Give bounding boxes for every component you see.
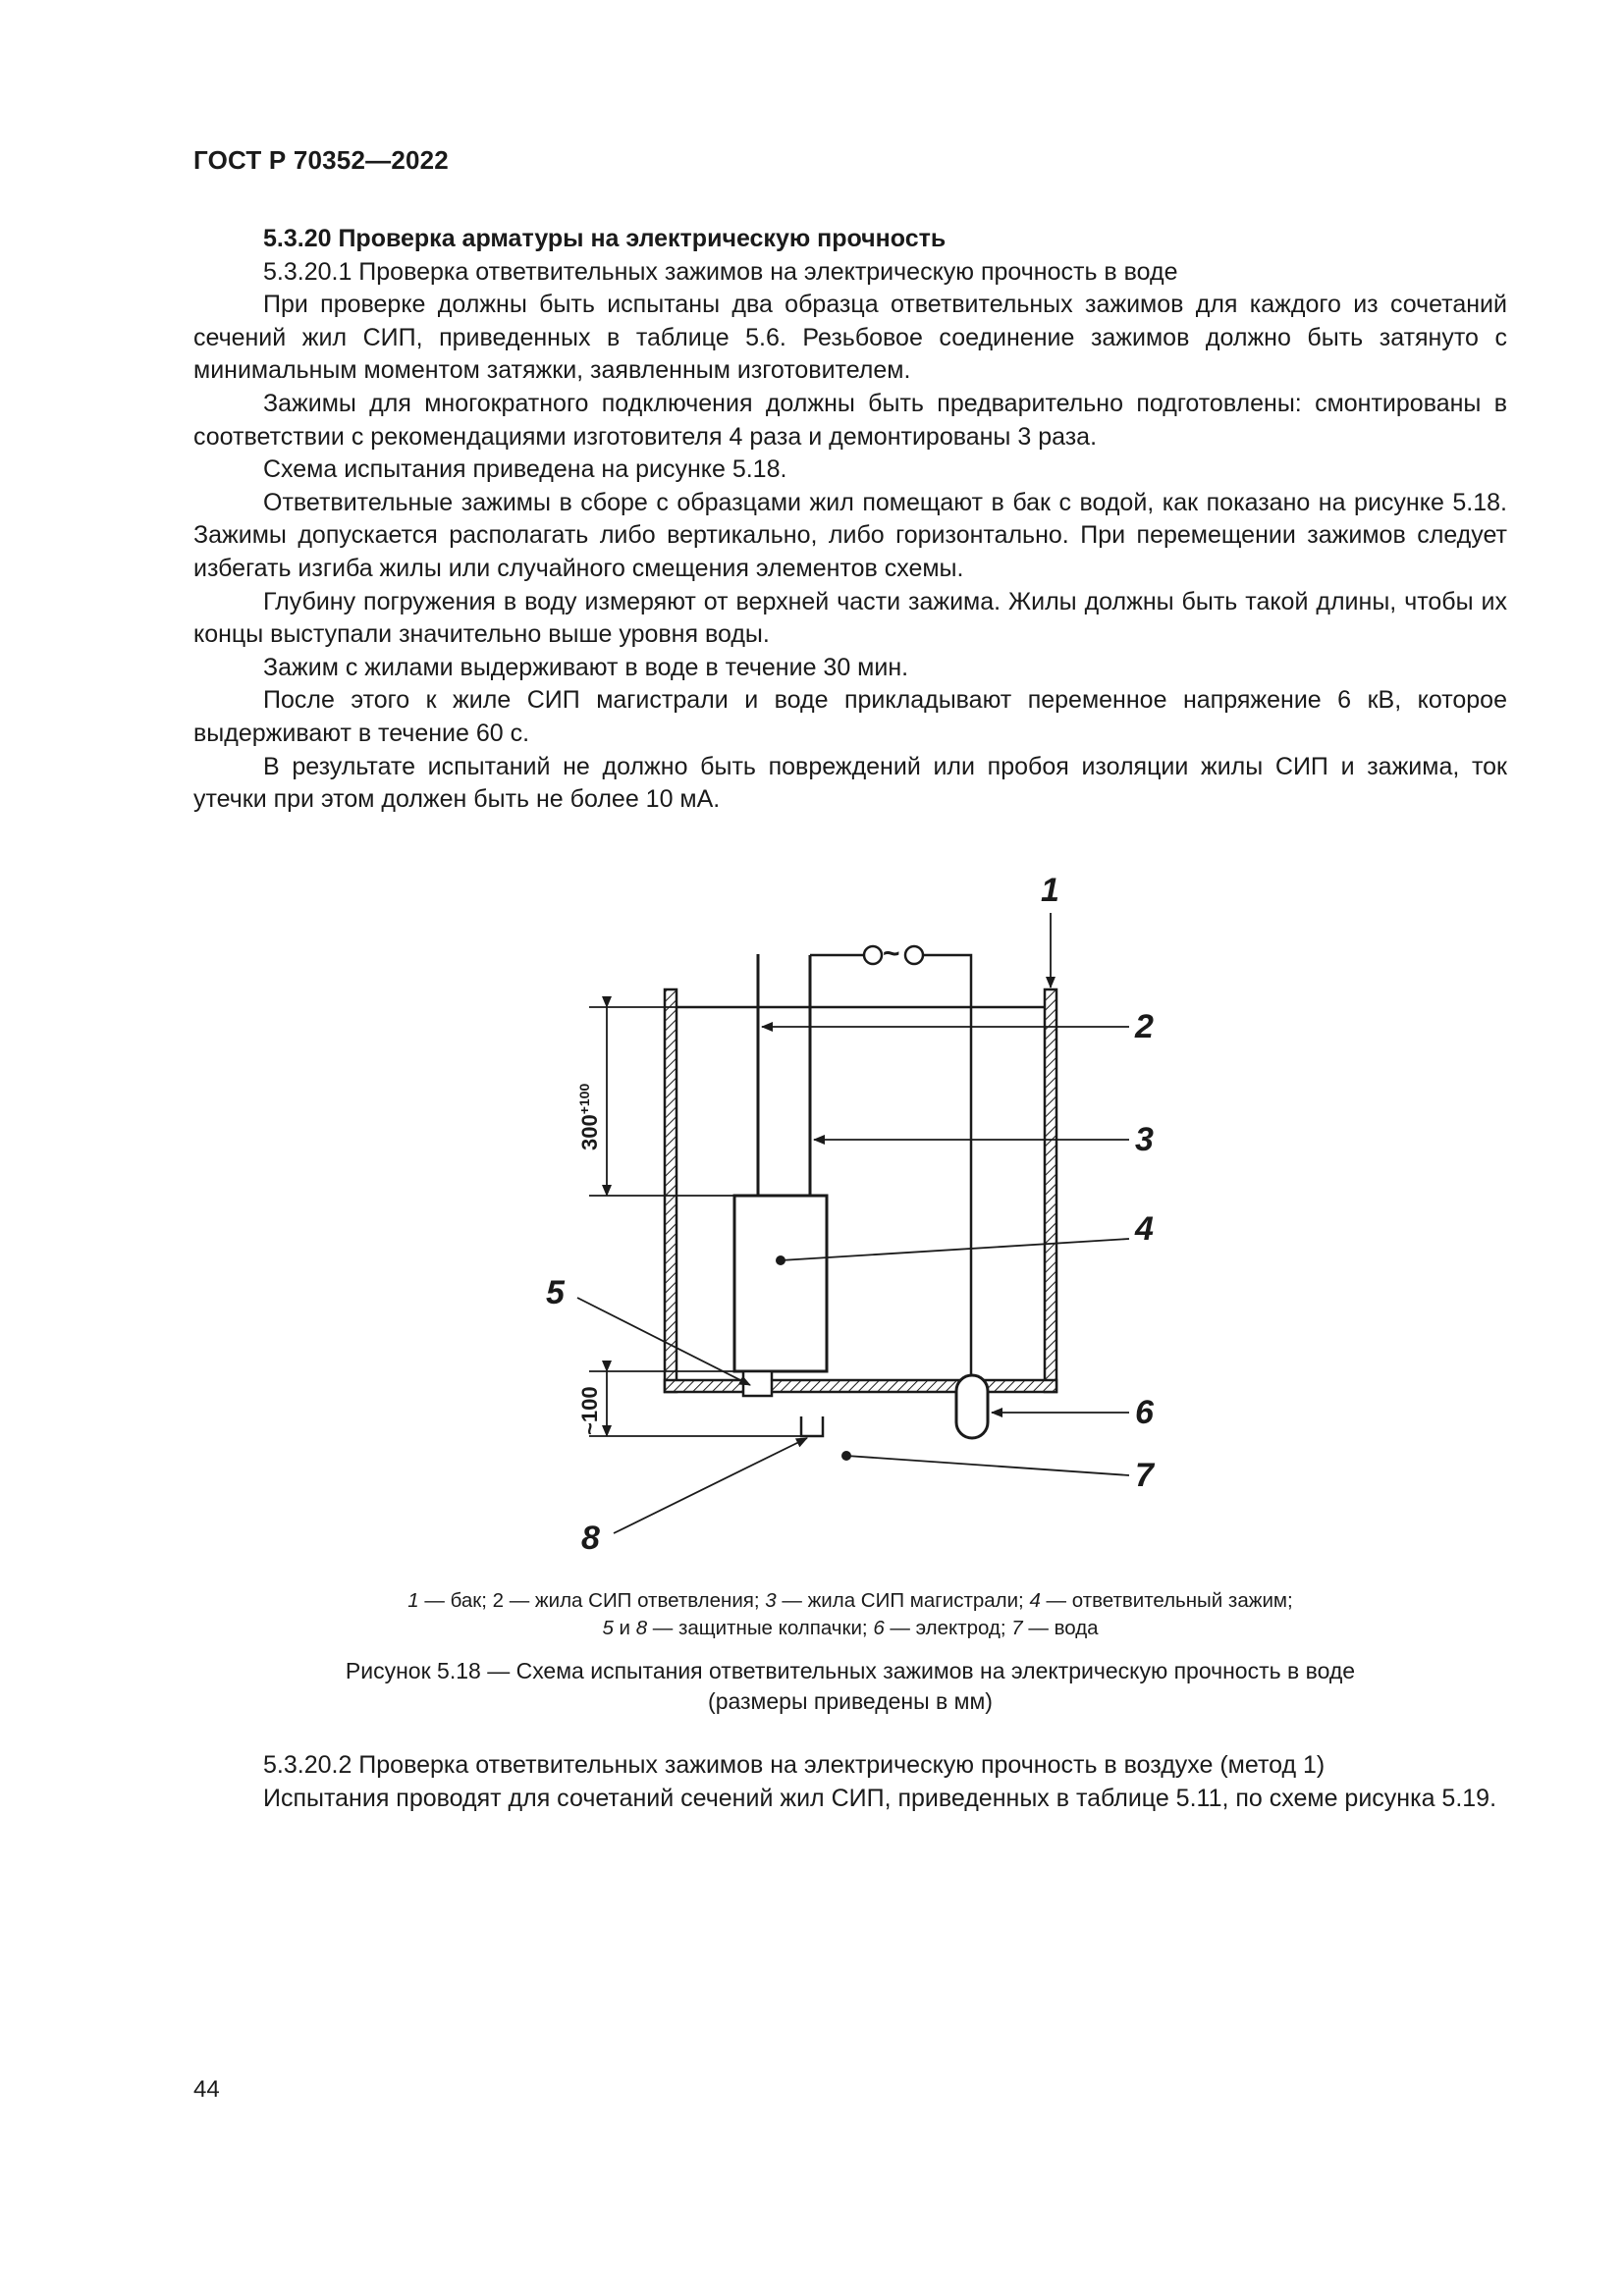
branch-clamp xyxy=(734,1196,827,1371)
electrode xyxy=(956,1375,988,1438)
caption-line-1: Рисунок 5.18 — Схема испытания ответвительных зажимов на электрическую прочность в воде xyxy=(345,1658,1356,1683)
paragraph: В результате испытаний не должно быть повреждений или пробоя изоляции жилы СИП и зажима, ток утечки при этом должен быть не более 10 мА. xyxy=(193,752,1507,814)
legend-line-2: 5 и 8 — защитные колпачки; 6 — электрод; 7 — вода xyxy=(602,1617,1099,1639)
label-8: 8 xyxy=(581,1520,600,1557)
paragraph: Зажим с жилами выдерживают в воде в течение 30 мин. xyxy=(263,653,909,681)
ac-symbol: ~ xyxy=(883,937,900,970)
paragraph: Ответвительные зажимы в сборе с образцами жил помещают в бак с водой, как показано на рисунке 5.18. Зажимы допускается располагать либо вертикально, либо горизонтально. При перемещении зажимов следует избегать изгиба жилы или случайного смещения элементов схемы. xyxy=(193,488,1507,582)
terminal-right xyxy=(905,946,923,964)
clamp-dot xyxy=(776,1255,785,1265)
tank-right-wall xyxy=(1045,989,1056,1392)
document-header: ГОСТ Р 70352—2022 xyxy=(193,145,449,175)
paragraph: После этого к жиле СИП магистрали и воде прикладывают переменное напряжение 6 кВ, которое выдерживают в течение 60 с. xyxy=(193,686,1507,747)
label-7: 7 xyxy=(1135,1457,1154,1494)
dim-cap-text: ~100 xyxy=(577,1386,602,1435)
label-1: 1 xyxy=(1041,872,1059,909)
legend-line-1: 1 — бак; 2 — жила СИП ответвления; 3 — жила СИП магистрали; 4 — ответвительный зажим; xyxy=(407,1589,1293,1612)
paragraph: Зажимы для многократного подключения должны быть предварительно подготовлены: смонтированы в соответствии с рекомендациями изготовителя 4 раза и демонтированы 3 раза. xyxy=(193,389,1507,451)
test-scheme-diagram xyxy=(511,864,1178,1571)
paragraph-next: Испытания проводят для сочетаний сечений жил СИП, приведенных в таблице 5.11, по схеме рисунка 5.19. xyxy=(263,1784,1497,1812)
electrode-wire xyxy=(923,955,971,1375)
section-heading: 5.3.20 Проверка арматуры на электрическую прочность xyxy=(263,225,947,252)
paragraph: Глубину погружения в воду измеряют от верхней части зажима. Жилы должны быть такой длины, чтобы их концы выступали значительно выше уровня воды. xyxy=(193,587,1507,649)
label-5: 5 xyxy=(546,1274,565,1311)
paragraph: Схема испытания приведена на рисунке 5.18. xyxy=(263,455,787,484)
protective-cap-8 xyxy=(801,1416,823,1436)
label-6: 6 xyxy=(1135,1394,1154,1431)
leader-4 xyxy=(781,1239,1129,1260)
label-4: 4 xyxy=(1135,1210,1154,1248)
subsection-heading-next: 5.3.20.2 Проверка ответвительных зажимов на электрическую прочность в воздухе (метод 1) xyxy=(263,1751,1326,1779)
page-number: 44 xyxy=(193,2076,220,2103)
caption-line-2: (размеры приведены в мм) xyxy=(708,1688,993,1714)
figure-caption xyxy=(193,1656,1507,1717)
figure-legend xyxy=(193,1587,1507,1642)
tank-bottom xyxy=(665,1380,1056,1392)
paragraph: При проверке должны быть испытаны два образца ответвительных зажимов для каждого из сочетаний сечений жил СИП, приведенных в таблице 5.6. Резьбовое соединение зажимов должно быть затянуто с минимальным моментом затяжки, заявленным изготовителем. xyxy=(193,291,1507,385)
terminal-left xyxy=(864,946,882,964)
label-3: 3 xyxy=(1135,1121,1154,1158)
water-dot xyxy=(841,1451,851,1461)
next-section-body xyxy=(193,1749,1507,1815)
subsection-heading: 5.3.20.1 Проверка ответвительных зажимов на электрическую прочность в воде xyxy=(263,257,1178,286)
leader-8 xyxy=(614,1438,807,1533)
tank-left-wall xyxy=(665,989,677,1392)
dim-depth-text: $300^{+100}$ xyxy=(576,1083,602,1150)
leader-7 xyxy=(846,1456,1129,1475)
section-body xyxy=(193,223,1507,817)
label-2: 2 xyxy=(1135,1008,1154,1045)
